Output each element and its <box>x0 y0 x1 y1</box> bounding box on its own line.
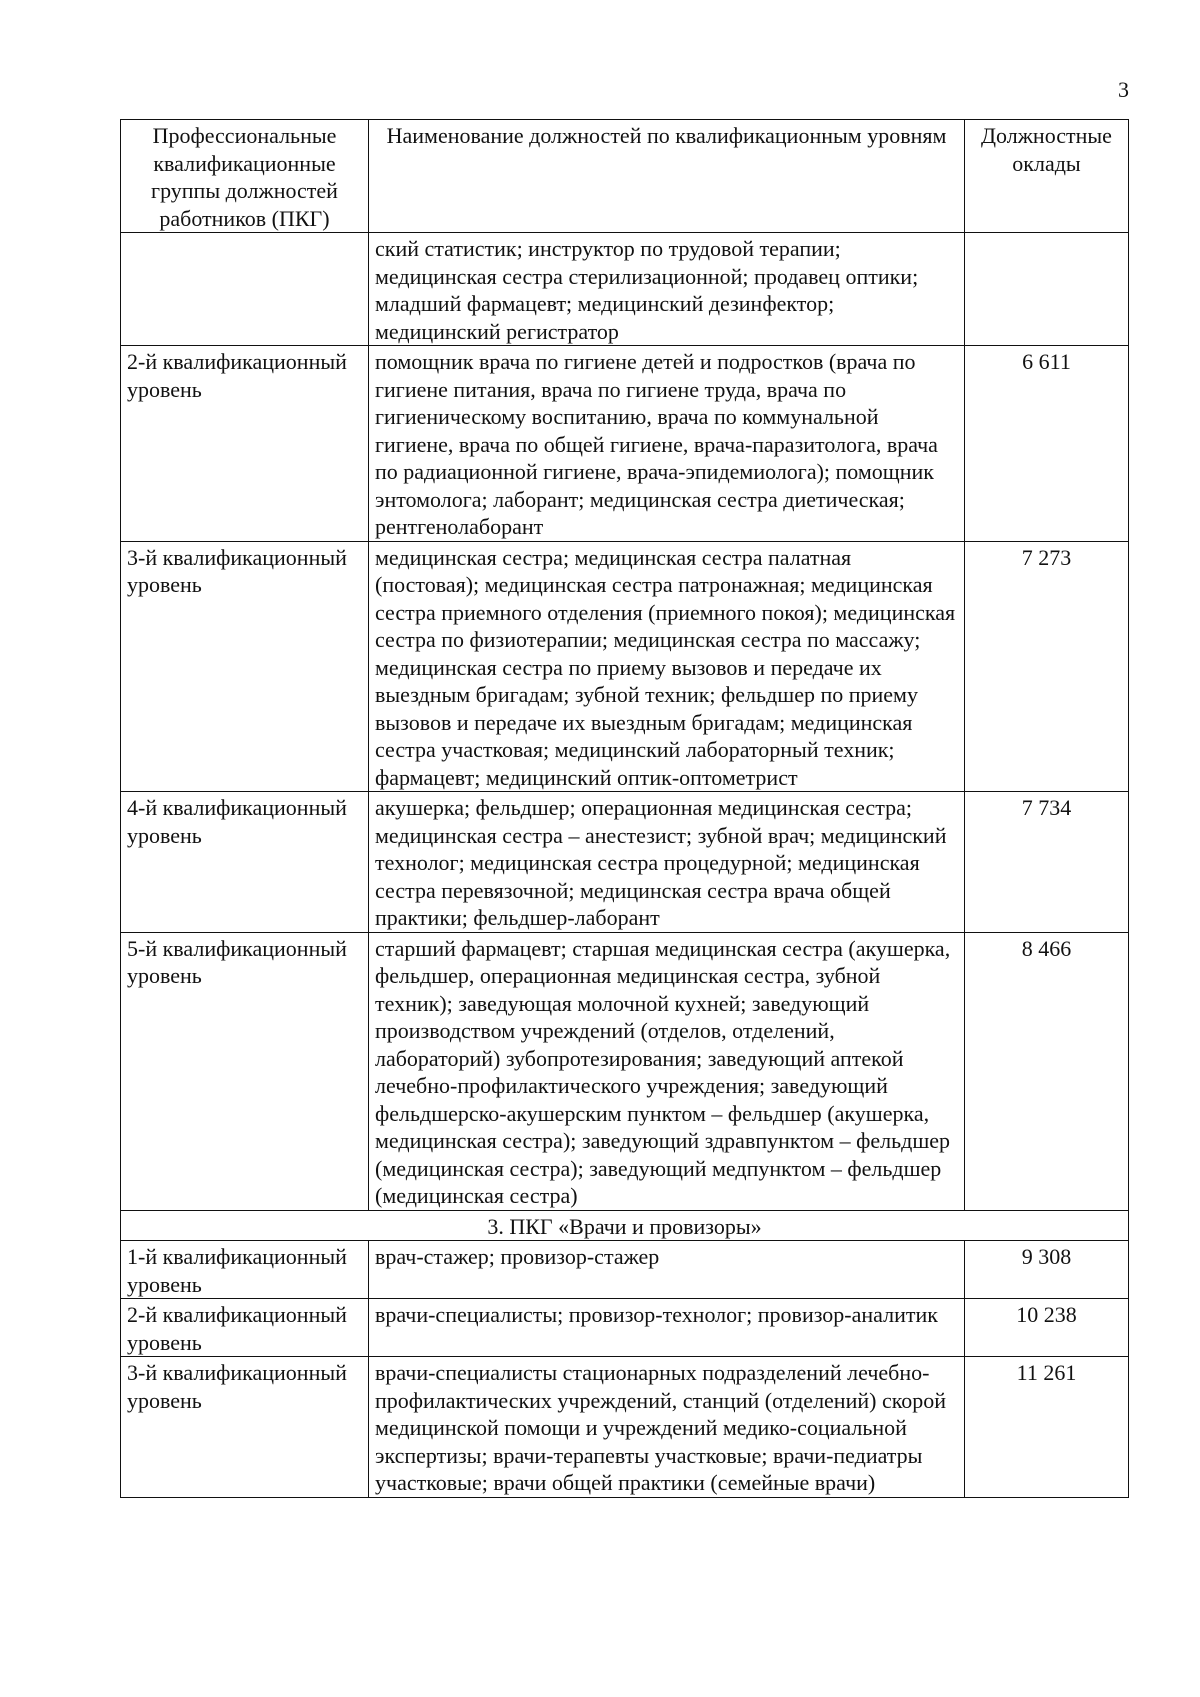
titles-cell: старший фармацевт; старшая медицинская сестра (акушерка, фельдшер, операционная медицинская сестра, зубной техник); заведующая молочной кухней; заведующий производством учреждений (отделов, отделений, лабораторий) зубопротезирования; заведующий аптекой лечебно-профилактического учреждения; заведующий фельдшерско-акушерским пунктом – фельдшер (акушерка, медицинская сестра); заведующий здравпунктом – фельдшер (медицинская сестра); заведующий медпунктом – фельдшер (медицинская сестра) <box>369 932 965 1210</box>
level-cell: 3-й квалификационный уровень <box>121 1357 369 1498</box>
level-cell: 4-й квалификационный уровень <box>121 792 369 933</box>
salary-cell: 9 308 <box>965 1241 1129 1299</box>
header-titles: Наименование должностей по квалификационным уровням <box>369 120 965 233</box>
page-number: 3 <box>1118 77 1129 102</box>
table-row <box>121 1357 1129 1498</box>
salary-cell: 6 611 <box>965 346 1129 542</box>
table-row <box>121 1299 1129 1357</box>
level-cell: 5-й квалификационный уровень <box>121 932 369 1210</box>
salary-table <box>120 119 1129 1498</box>
titles-cell: врачи-специалисты стационарных подразделений лечебно-профилактических учреждений, станций (отделений) скорой медицинской помощи и учреждений медико-социальной экспертизы; врачи-терапевты участковые; врачи-педиатры участковые; врачи общей практики (семейные врачи) <box>369 1357 965 1498</box>
table-row <box>121 346 1129 542</box>
level-cell: 2-й квалификационный уровень <box>121 346 369 542</box>
salary-cell: 7 273 <box>965 541 1129 792</box>
table-row <box>121 1241 1129 1299</box>
titles-cell: ский статистик; инструктор по трудовой терапии; медицинская сестра стерилизационной; продавец оптики; младший фармацевт; медицинский дезинфектор; медицинский регистратор <box>369 233 965 346</box>
header-group: Профессиональные квалификационные группы должностей работников (ПКГ) <box>121 120 369 233</box>
salary-cell: 11 261 <box>965 1357 1129 1498</box>
table-row <box>121 792 1129 933</box>
titles-cell: медицинская сестра; медицинская сестра палатная (постовая); медицинская сестра патронажная; медицинская сестра приемного отделения (приемного покоя); медицинская сестра по физиотерапии; медицинская сестра по массажу; медицинская сестра по приему вызовов и передаче их выездным бригадам; зубной техник; фельдшер по приему вызовов и передаче их выездным бригадам; медицинская сестра участковая; медицинский лабораторный техник; фармацевт; медицинский оптик-оптометрист <box>369 541 965 792</box>
titles-cell: врач-стажер; провизор-стажер <box>369 1241 965 1299</box>
section-title: 3. ПКГ «Врачи и провизоры» <box>121 1210 1129 1241</box>
section-row <box>121 1210 1129 1241</box>
salary-cell: 8 466 <box>965 932 1129 1210</box>
table-row <box>121 233 1129 346</box>
level-cell: 2-й квалификационный уровень <box>121 1299 369 1357</box>
table-row <box>121 932 1129 1210</box>
salary-cell <box>965 233 1129 346</box>
titles-cell: помощник врача по гигиене детей и подростков (врача по гигиене питания, врача по гигиене труда, врача по гигиеническому воспитанию, врача по коммунальной гигиене, врача по общей гигиене, врача-паразитолога, врача по радиационной гигиене, врача-эпидемиолога); помощник энтомолога; лаборант; медицинская сестра диетическая; рентгенолаборант <box>369 346 965 542</box>
salary-cell: 7 734 <box>965 792 1129 933</box>
level-cell: 3-й квалификационный уровень <box>121 541 369 792</box>
table-row <box>121 541 1129 792</box>
level-cell <box>121 233 369 346</box>
level-cell: 1-й квалификационный уровень <box>121 1241 369 1299</box>
salary-cell: 10 238 <box>965 1299 1129 1357</box>
titles-cell: врачи-специалисты; провизор-технолог; провизор-аналитик <box>369 1299 965 1357</box>
header-salary: Должностные оклады <box>965 120 1129 233</box>
titles-cell: акушерка; фельдшер; операционная медицинская сестра; медицинская сестра – анестезист; зубной врач; медицинский технолог; медицинская сестра процедурной; медицинская сестра перевязочной; медицинская сестра врача общей практики; фельдшер-лаборант <box>369 792 965 933</box>
table-header-row <box>121 120 1129 233</box>
